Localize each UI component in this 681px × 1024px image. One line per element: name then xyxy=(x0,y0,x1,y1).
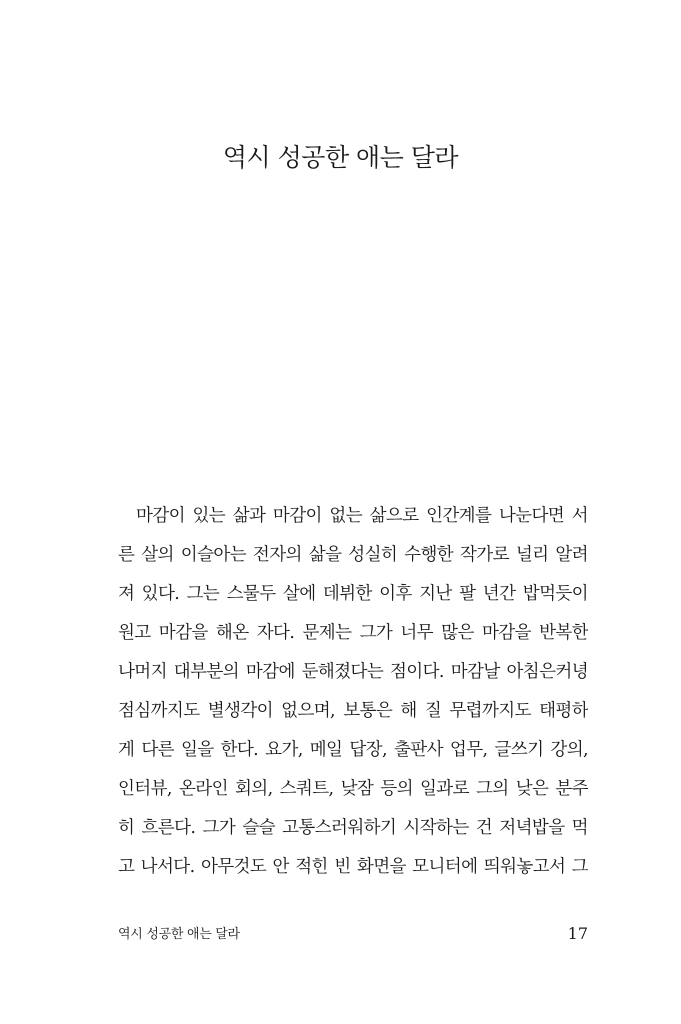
chapter-title: 역시 성공한 애는 달라 xyxy=(222,143,459,172)
body-line-5: 나머지 대부분의 마감에 둔해졌다는 점이다. 마감날 아침은커녕 xyxy=(118,662,588,682)
body-paragraph xyxy=(118,497,588,887)
body-line-10: 고 나서다. 아무것도 안 적힌 빈 화면을 모니터에 띄워놓고서 그 xyxy=(118,857,588,877)
body-line-6: 점심까지도 별생각이 없으며, 보통은 해 질 무렵까지도 태평하 xyxy=(118,701,588,721)
body-line-1: 마감이 있는 삶과 마감이 없는 삶으로 인간계를 나눈다면 서 xyxy=(136,506,588,526)
body-line-4: 원고 마감을 해온 자다. 문제는 그가 너무 많은 마감을 반복한 xyxy=(118,623,588,643)
body-line-2: 른 살의 이슬아는 전자의 삶을 성실히 수행한 작가로 널리 알려 xyxy=(118,545,588,565)
page-number: 17 xyxy=(567,924,588,943)
body-line-9: 히 흐른다. 그가 슬슬 고통스러워하기 시작하는 건 저녁밥을 먹 xyxy=(118,818,588,838)
body-line-8: 인터뷰, 온라인 회의, 스쿼트, 낮잠 등의 일과로 그의 낮은 분주 xyxy=(118,779,588,799)
body-line-7: 게 다른 일을 한다. 요가, 메일 답장, 출판사 업무, 글쓰기 강의, xyxy=(118,740,588,760)
body-line-3: 져 있다. 그는 스물두 살에 데뷔한 이후 지난 팔 년간 밥먹듯이 xyxy=(118,584,588,604)
running-footer-title: 역시 성공한 애는 달라 xyxy=(118,927,240,942)
